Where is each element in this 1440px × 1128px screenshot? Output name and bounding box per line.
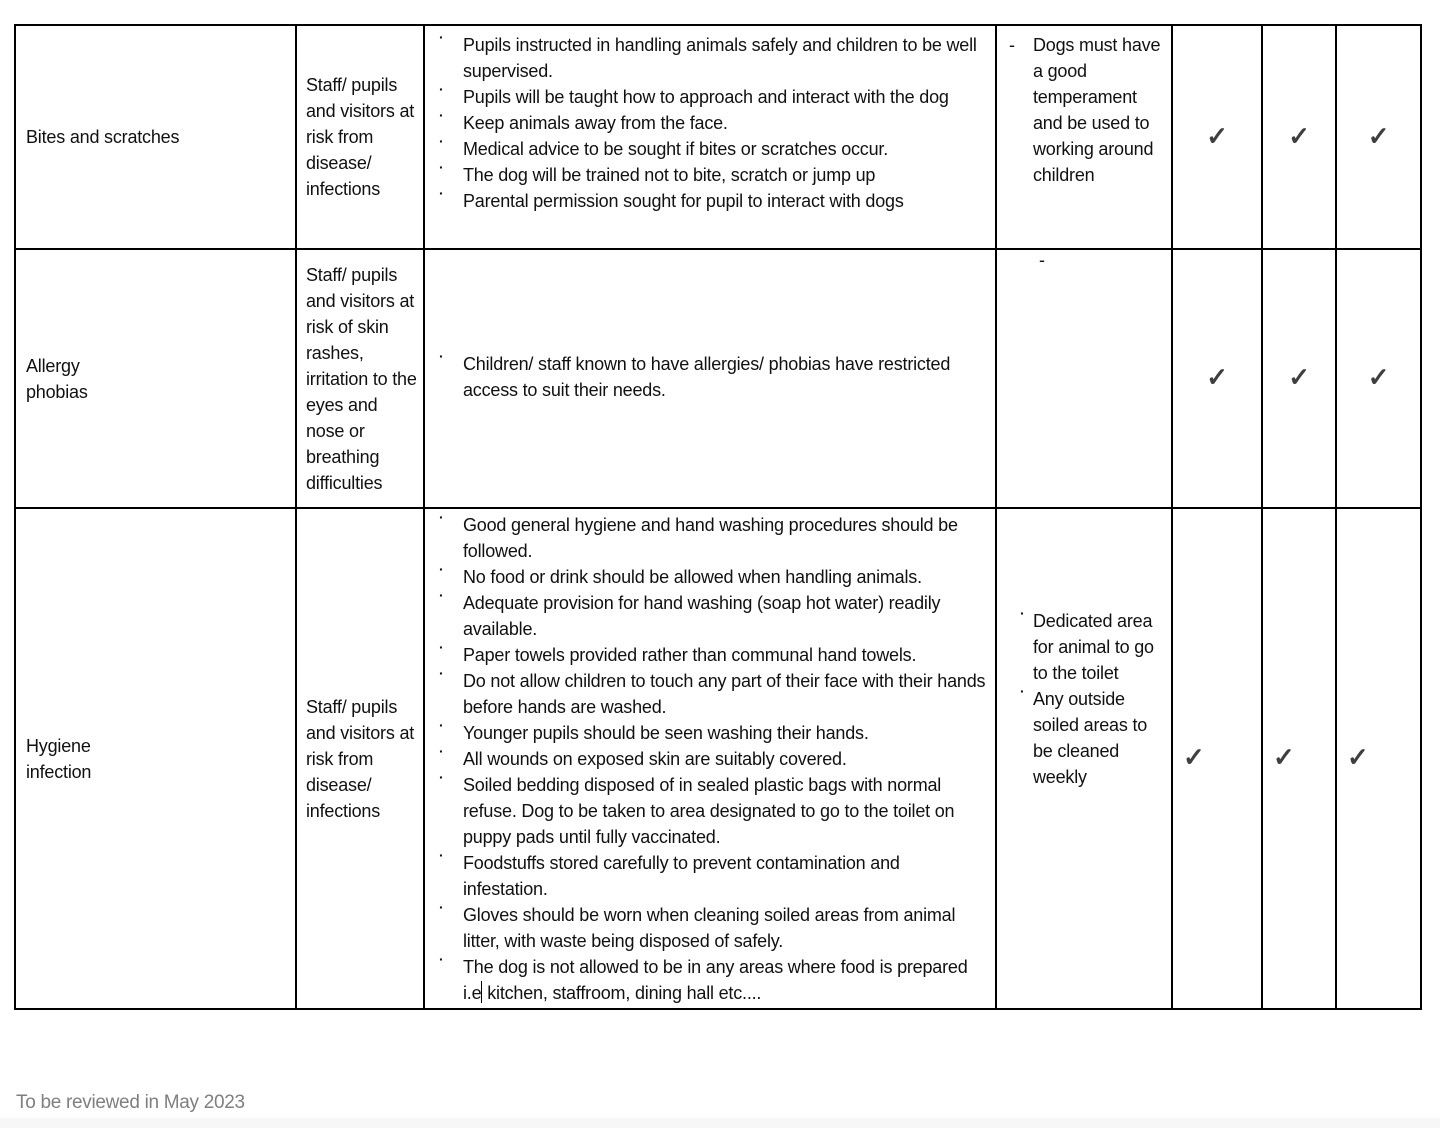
page-bottom-band [0, 1118, 1440, 1128]
checkmark-icon: ✓ [1273, 742, 1295, 772]
checkmark-icon: ✓ [1367, 362, 1390, 392]
control-item: · The dog is not allowed to be in any areas where food is prepared i.e kitchen, staffroom, dining hall etc.... [463, 954, 989, 1006]
control-item: · Gloves should be worn when cleaning soiled areas from animal litter, with waste being disposed of safely. [463, 902, 989, 954]
bullet-icon: · [439, 133, 444, 149]
controls-list [425, 29, 995, 214]
checkmark-icon: ✓ [1347, 742, 1369, 772]
bullet-icon: · [439, 347, 444, 364]
controls-cell[interactable] [424, 249, 996, 508]
bullet-icon: · [1020, 682, 1025, 699]
checkmark-icon: ✓ [1183, 742, 1205, 772]
risk-assessment-table [14, 24, 1422, 1010]
checkmark-icon: ✓ [1206, 120, 1228, 151]
hazard-cell[interactable] [15, 508, 296, 1009]
bullet-icon: · [439, 950, 444, 967]
checkmark-icon: ✓ [1288, 362, 1310, 392]
control-item: · Keep animals away from the face. [463, 110, 989, 136]
control-item: · Children/ staff known to have allergies/ phobias have restricted access to suit their needs. [463, 351, 989, 403]
who-at-risk-text: Staff/ pupils and visitors at risk from disease/ infections [306, 696, 415, 821]
bullet-icon: · [439, 508, 444, 525]
check-cell[interactable] [1172, 249, 1262, 508]
who-at-risk-cell[interactable] [296, 508, 424, 1009]
control-item: · Foodstuffs stored carefully to prevent contamination and infestation. [463, 850, 989, 902]
additional-measure-item: · Dedicated area for animal to go to the toilet [1033, 608, 1167, 686]
controls-cell[interactable] [424, 508, 996, 1009]
control-item: · Medical advice to be sought if bites or scratches occur. [463, 136, 989, 162]
checkmark-icon: ✓ [1288, 120, 1310, 151]
control-item: · Pupils instructed in handling animals safely and children to be well supervised. [463, 32, 989, 84]
bullet-icon: · [439, 107, 444, 123]
hazard-text-line: Allergy [26, 355, 80, 376]
check-cell[interactable] [1336, 25, 1421, 249]
table-row [15, 508, 1421, 1009]
bullet-icon: · [439, 638, 444, 655]
bullet-icon: · [439, 159, 444, 175]
bullet-icon: · [439, 768, 444, 785]
checkmark-icon: ✓ [1367, 120, 1390, 151]
dash-icon: - [1039, 250, 1045, 270]
control-item: · Good general hygiene and hand washing procedures should be followed. [463, 512, 989, 564]
additional-measures-cell[interactable] [996, 25, 1172, 249]
dash-icon: - [1009, 35, 1015, 55]
bullet-icon: · [439, 846, 444, 863]
hazard-text-line: infection [26, 761, 92, 782]
control-item: · No food or drink should be allowed when handling animals. [463, 564, 989, 590]
hazard-text-line: phobias [26, 381, 88, 402]
bullet-icon: · [439, 560, 444, 577]
control-item: · Pupils will be taught how to approach and interact with the dog [463, 84, 989, 110]
bullet-icon: · [439, 664, 444, 681]
check-cell[interactable] [1262, 508, 1336, 1009]
control-item: · Do not allow children to touch any part of their face with their hands before hands are washed. [463, 668, 989, 720]
review-note: To be reviewed in May 2023 [16, 1092, 245, 1113]
who-at-risk-text: Staff/ pupils and visitors at risk of skin rashes, irritation to the eyes and nose or breathing difficulties [306, 264, 417, 493]
additional-measures-cell[interactable] [996, 508, 1172, 1009]
controls-list [425, 347, 995, 403]
hazard-text-line: Hygiene [26, 735, 91, 756]
additional-measure-item: - Dogs must have a good temperament and be used to working around children [1033, 32, 1167, 188]
bullet-icon: · [439, 29, 444, 45]
bullet-icon: · [439, 81, 444, 97]
check-cell[interactable] [1172, 25, 1262, 249]
control-item: · Adequate provision for hand washing (soap hot water) readily available. [463, 590, 989, 642]
bullet-icon: · [1020, 604, 1025, 621]
check-cell[interactable] [1262, 25, 1336, 249]
controls-list [425, 508, 995, 1006]
check-cell[interactable] [1172, 508, 1262, 1009]
table-row [15, 25, 1421, 249]
control-item: · Parental permission sought for pupil to interact with dogs [463, 188, 989, 214]
checkmark-icon: ✓ [1206, 362, 1228, 392]
who-at-risk-text: Staff/ pupils and visitors at risk from disease/ infections [306, 75, 415, 199]
additional-measure-item: · Any outside soiled areas to be cleaned weekly [1033, 686, 1167, 790]
who-at-risk-cell[interactable] [296, 249, 424, 508]
hazard-cell[interactable] [15, 25, 296, 249]
control-item: · Younger pupils should be seen washing their hands. [463, 720, 989, 746]
additional-measures-cell[interactable] [996, 249, 1172, 508]
bullet-icon: · [439, 586, 444, 603]
bullet-icon: · [439, 185, 444, 201]
check-cell[interactable] [1336, 508, 1421, 1009]
check-cell[interactable] [1262, 249, 1336, 508]
table-row [15, 249, 1421, 508]
controls-cell[interactable] [424, 25, 996, 249]
bullet-icon: · [439, 742, 444, 759]
check-cell[interactable] [1336, 249, 1421, 508]
who-at-risk-cell[interactable] [296, 25, 424, 249]
hazard-cell[interactable] [15, 249, 296, 508]
additional-measures-list [997, 32, 1171, 188]
control-item: · Paper towels provided rather than communal hand towels. [463, 642, 989, 668]
additional-measures-list [997, 604, 1171, 790]
hazard-text: Bites and scratches [26, 127, 180, 147]
control-item: · All wounds on exposed skin are suitably covered. [463, 746, 989, 772]
bullet-icon: · [439, 898, 444, 915]
bullet-icon: · [439, 716, 444, 733]
control-item: · The dog will be trained not to bite, scratch or jump up [463, 162, 989, 188]
control-item: · Soiled bedding disposed of in sealed plastic bags with normal refuse. Dog to be taken to area designated to go to the toilet on puppy pads until fully vaccinated. [463, 772, 989, 850]
